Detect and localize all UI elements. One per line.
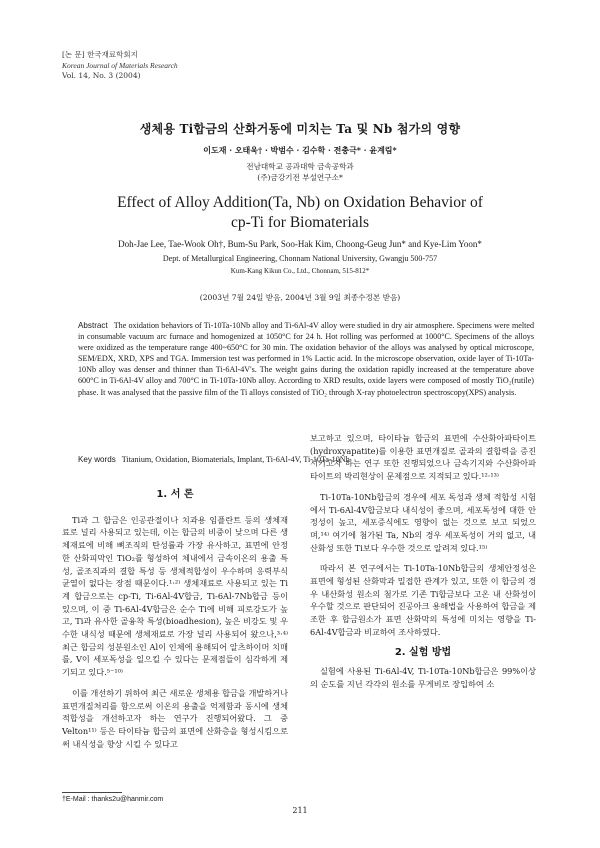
english-title: [0, 193, 600, 233]
english-title-line: cp-Ti for Biomaterials: [230, 214, 370, 231]
keywords-label: Key words: [78, 455, 116, 464]
left-column: [62, 487, 288, 758]
body-paragraph: 실험에 사용된 Ti-6Al-4V, Ti-10Ta-10Nb합금은 99%이상의 순도를 지닌 각각의 원소를 무게비로 장입하여 소: [310, 666, 536, 689]
journal-name-korean: [논 문] 한국재료학회지: [62, 50, 138, 59]
korean-authors: 이도재 · 오태욱† · 박범수 · 김수학 · 전충극* · 윤계림*: [203, 145, 397, 155]
keywords-text: Titanium, Oxidation, Biomaterials, Implant, Ti-6Al-4V, Ti-10Ta-10Nb: [121, 455, 350, 464]
section-heading-introduction: 1. 서 론: [156, 489, 194, 500]
korean-affiliation: [0, 161, 600, 183]
section-heading-methods: 2. 실험 방법: [394, 646, 452, 658]
right-column: [310, 432, 536, 699]
body-paragraph: 보고하고 있으며, 타이타늄 합금의 표면에 수산화아파타이트(hydroxyapatite)를 이용한 표면개질로 골과의 결합력을 증진시키고자 하는 연구 또한 진행되었으나 금속기지와 수산화아파타이트의 박리현상이 문제점으로 지적되고 있다.¹²·¹³⁾: [310, 433, 536, 482]
korean-affiliation-line: 전남대학교 공과대학 금속공학과: [246, 162, 354, 171]
body-paragraph: 따라서 본 연구에서는 Ti-10Ta-10Nb합금의 생체안정성은 표면에 형성된 산화막과 밀접한 관계가 있고, 또한 이 합금의 경우 내산화성 원소의 첨가로 기존 Ti합금보다 고온 내 산화성이 우수할 것으로 판단되어 진공아크 용해법을 사용하여 합금을 제조한 후 합금원소가 표면 산화막의 특성에 미치는 영향을 Ti-6Al-4V합금과 비교하여 조사하였다.: [310, 563, 536, 637]
journal-name-english: Korean Journal of Materials Research: [62, 60, 178, 70]
received-dates: (2003년 7월 24일 받음, 2004년 3월 9일 최종수정본 받음): [199, 293, 401, 302]
abstract-label: Abstract: [78, 321, 108, 330]
journal-volume: Vol. 14, No. 3 (2004): [62, 71, 141, 80]
footnote-divider: [62, 792, 122, 793]
footnote-email: †E-Mail : thanks2u@hanmir.com: [62, 796, 164, 803]
english-title-line: Effect of Alloy Addition(Ta, Nb) on Oxidation Behavior of: [117, 194, 483, 211]
body-paragraph: 이를 개선하기 위하여 최근 새로운 생체용 합금을 개발하거나 표면개질처리를 함으로써 이온의 용출을 억제함과 동시에 생체적합성을 개선하고자 하는 연구가 진행되어왔다. 그 중 Velton¹¹⁾ 등은 타이타늄 합금의 표면에 산화층을 형성시킴으로써 내식성을 향상 시킬 수 있다고: [62, 687, 288, 749]
body-paragraph: Ti-10Ta-10Nb합금의 경우에 세포 독성과 생체 적합성 시험에서 Ti-6Al-4V합금보다 내식성이 좋으며, 세포독성에 대한 안정성이 높고, 세포증식에도 영향이 없는 것으로 보고 되었으며,¹⁴⁾ 여기에 첨가된 Ta, Nb의 경우 세포독성이 거의 없고, 내산화성 또한 Ti보다 우수한 것으로 알려져 있다.¹⁵⁾: [310, 491, 536, 553]
english-authors: Doh-Jae Lee, Tae-Wook Oh†, Bum-Su Park, Soo-Hak Kim, Choong-Geug Jun* and Kye-Lim Yoon*: [118, 239, 482, 249]
body-paragraph: Ti과 그 합금은 인공관절이나 치과용 임플란트 등의 생체재료로 널리 사용되고 있는데, 이는 합금의 비중이 낮으며 다른 생체재료에 비해 뼈조직의 탄성률과 가장 유사하고, 표면에 안정한 산화피막인 TiO₂를 형성하여 체내에서 금속이온의 용출 특성, 골조직과의 결합 특성 등 생체적합성이 우수하며 응력부식 균열이 없다는 장점 때문이다.¹·²⁾ 생체재료로 사용되고 있는 Ti계 합금으로는 cp-Ti, Ti-6Al-4V합금, Ti-6Al-7Nb합금 등이 있으며, 이 중 Ti-6Al-4V합금은 순수 Ti에 비해 피로강도가 높고, Ti과 유사한 골융착 특성(bioadhesion), 높은 비강도 및 우수한 내식성 때문에 생체재료로 가장 널리 사용되어 왔으나,³·⁴⁾ 최근 합금의 성분원소인 Al이 인체에 용해되어 알츠하이머 치매를, V이 세포독성을 일으킬 수 있다는 문제점들이 심각하게 제기되고 있다.⁵⁻¹⁰⁾: [62, 514, 288, 678]
english-affiliation-company: Kum-Kang Kikun Co., Ltd., Chonnam, 515-812*: [230, 267, 370, 275]
abstract: [78, 320, 534, 398]
journal-header: [62, 50, 178, 82]
english-affiliation-dept: Dept. of Metallurgical Engineering, Chonnam National University, Gwangju 500-757: [162, 254, 438, 263]
korean-affiliation-line: (주)금강기전 부설연구소*: [257, 173, 343, 182]
page-number: 211: [292, 806, 308, 815]
korean-title: 생체용 Ti합금의 산화거동에 미치는 Ta 및 Nb 첨가의 영향: [139, 122, 461, 136]
abstract-text: The oxidation behaviors of Ti-10Ta-10Nb alloy and Ti-6Al-4V alloy were studied in dry air atmosphere. Specimens were melted in consumable vacuum arc furnace and homogenized at 1050°C for 24 h. Hot rolling was performed at 1000°C. Specimens of the alloys were oxidized as the temperature range 400~650°C for 30 min. The oxidation behavior of the alloys was analysed by optical microscope, SEM/EDX, XRD, XPS and TGA. Immersion test was performed in 1% Lactic acid. In the microscope observation, oxide layer of Ti-10Ta-10Nb alloy was denser and thinner than Ti-6Al-4V's. The weight gains during the oxidation rapidly increased at the temperature above 600°C in Ti-6Al-4V alloy and 700°C in Ti-10Ta-10Nb alloy. According to XRD results, oxide layers were composed of mostly TiO₂(rutile) phase. It was analysed that the passive film of the Ti alloys consisted of TiO₂ through X-ray photoelectron spectroscopy(XPS) analysis.: [78, 321, 534, 397]
